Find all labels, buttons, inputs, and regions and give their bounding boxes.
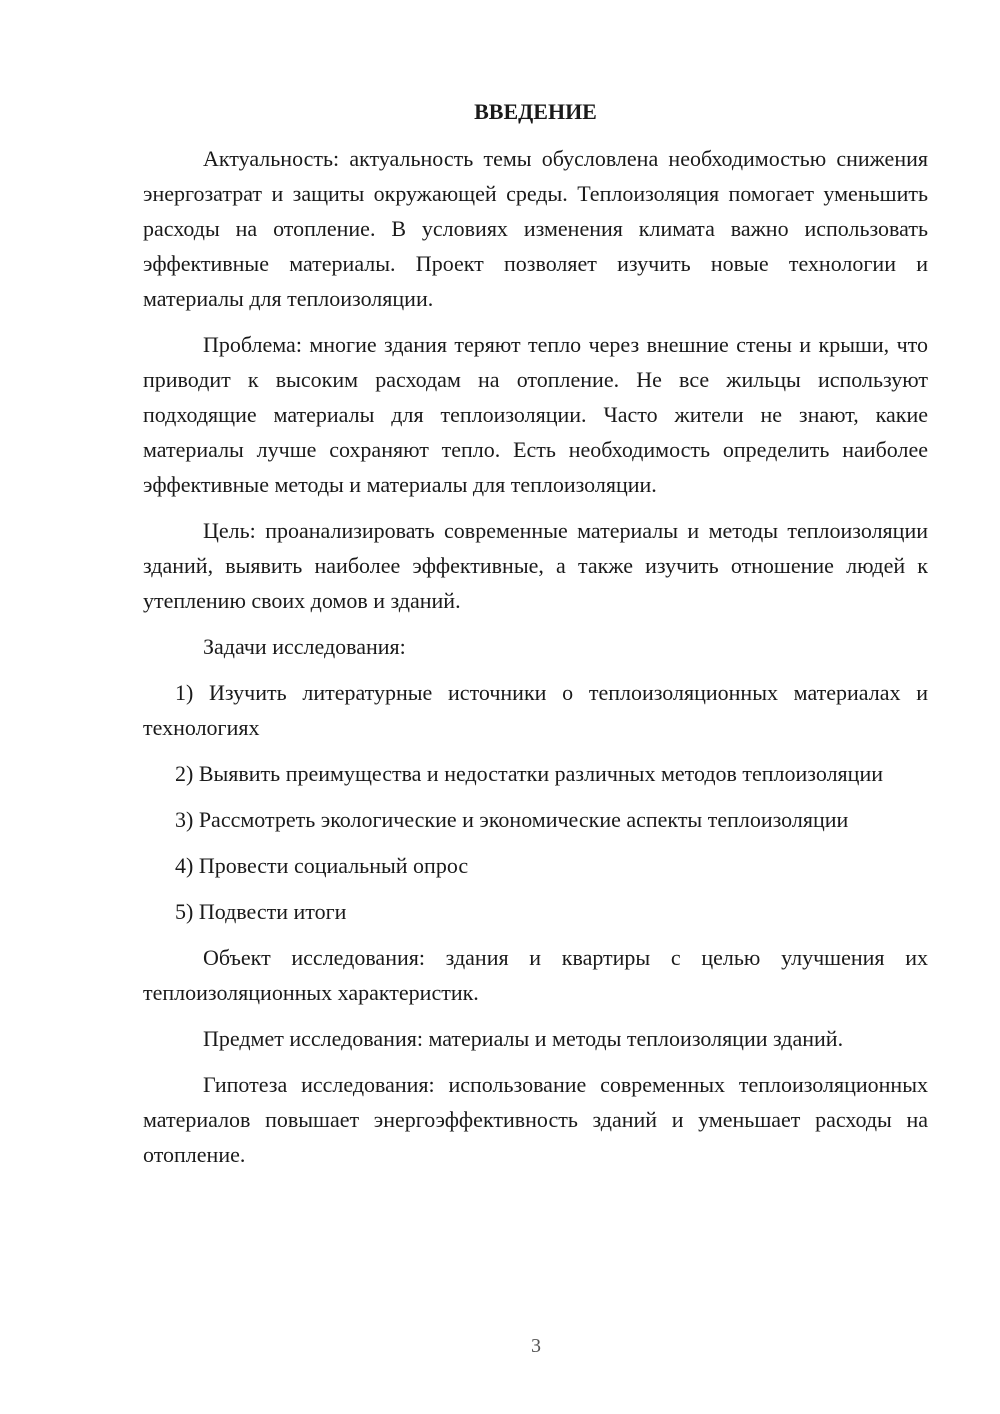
tasks-heading: Задачи исследования:: [203, 634, 406, 659]
page-number: 3: [531, 1335, 541, 1357]
task-item-1: 1) Изучить литературные источники о теплоизоляционных материалах и технологиях: [143, 680, 928, 740]
task-item-2: 2) Выявить преимущества и недостатки различных методов теплоизоляции: [175, 761, 883, 786]
subject-paragraph: Предмет исследования: материалы и методы теплоизоляции зданий.: [203, 1026, 844, 1051]
task-item-4: 4) Провести социальный опрос: [175, 853, 469, 878]
task-item-3: 3) Рассмотреть экологические и экономические аспекты теплоизоляции: [175, 807, 849, 832]
goal-paragraph: Цель: проанализировать современные материалы и методы теплоизоляции зданий, выявить наиболее эффективные, а также изучить отношение людей к утеплению своих домов и зданий.: [143, 518, 928, 613]
object-paragraph: Объект исследования: здания и квартиры с целью улучшения их теплоизоляционных характеристик.: [143, 945, 928, 1005]
problem-paragraph: Проблема: многие здания теряют тепло через внешние стены и крыши, что приводит к высоким расходам на отопление. Не все жильцы используют подходящие материалы для теплоизоляции. Часто жители не знают, какие материалы лучше сохраняют тепло. Есть необходимость определить наиболее эффективные методы и материалы для теплоизоляции.: [143, 332, 928, 497]
hypothesis-paragraph: Гипотеза исследования: использование современных теплоизоляционных материалов повышает энергоэффективность зданий и уменьшает расходы на отопление.: [143, 1072, 928, 1167]
page-content: [143, 94, 928, 1183]
task-item-5: 5) Подвести итоги: [175, 899, 347, 924]
section-title: ВВЕДЕНИЕ: [474, 99, 597, 124]
relevance-paragraph: Актуальность: актуальность темы обусловлена необходимостью снижения энергозатрат и защиты окружающей среды. Теплоизоляция помогает уменьшить расходы на отопление. В условиях изменения климата важно использовать эффективные материалы. Проект позволяет изучить новые технологии и материалы для теплоизоляции.: [143, 146, 928, 311]
